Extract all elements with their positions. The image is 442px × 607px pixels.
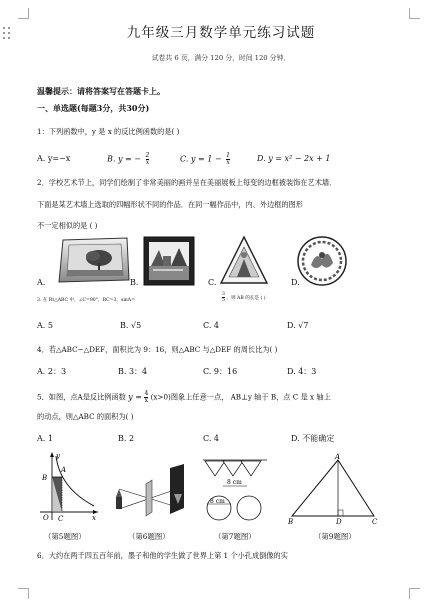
q5-line1-b: (x>0)图象上任意一点， AB⊥y 轴于 B，点 C 是 x 轴上 — [150, 392, 331, 402]
q1-c-den: x — [226, 159, 230, 166]
figure-7-caption: （第7题图） — [214, 532, 256, 541]
crop-mark-top-left — [18, 8, 29, 19]
figure-9-triangle — [288, 452, 380, 526]
q2-figure-a-image — [57, 236, 131, 284]
q3-stem-left: 3. 在 Rt△ABC 中，∠C=90°，BC=3，sinA= — [37, 298, 135, 303]
q3-frac-num: 3 — [222, 292, 225, 297]
q1-b-num: 2 — [145, 152, 150, 159]
q3-stem-right: ，则 AB 的长是 ( ) — [226, 296, 266, 301]
q6-line1: 6．大约在两千四五百年前，墨子和他的学生做了世界上第 1 个小孔成倒像的实 — [37, 551, 288, 560]
q3-option-d: D. √7 — [287, 321, 309, 330]
fig7-label-top: 8 cm — [227, 479, 242, 486]
fig7-label-circle: 8 cm — [210, 498, 225, 505]
q2-option-d: D. — [291, 278, 300, 287]
q3-option-a: A. 5 — [37, 321, 53, 330]
q5-option-c: C. 4 — [203, 434, 220, 443]
fig9-label-c: C — [372, 518, 378, 526]
q1-option-b — [107, 153, 149, 166]
q3-option-c: C. 4 — [203, 321, 220, 330]
q5-fn: y = — [128, 392, 145, 402]
q4-option-a: A. 2：3 — [37, 367, 67, 376]
q2-line3: 不一定相似的是 ( ) — [37, 221, 98, 230]
q3-frac-den: 5 — [222, 298, 225, 303]
fig5-label-o: O — [43, 514, 49, 522]
q1-option-b-text: B. y = − — [107, 154, 141, 164]
tip: 温馨提示：请将答案写在答题卡上。 — [37, 86, 165, 96]
figure-9-caption: （第9题图） — [314, 532, 356, 541]
q5-option-a: A. 1 — [37, 434, 53, 443]
q5-frac-den: x — [144, 397, 149, 404]
q5-line1 — [37, 391, 331, 404]
crop-mark-bottom-right — [409, 588, 420, 599]
figure-7-shapes — [201, 456, 269, 526]
section-heading: 一、单选题(每题3分，共30分) — [37, 103, 150, 113]
q4-option-b: B. 3：4 — [118, 367, 148, 376]
fig9-label-a: A — [335, 453, 341, 461]
fig5-label-b: B — [42, 474, 48, 482]
q5-option-b: B. 2 — [118, 434, 135, 443]
q3-stem — [37, 296, 135, 306]
q1-option-c-text: C. y = 1 − — [180, 154, 222, 164]
fig9-label-d: D — [336, 518, 342, 526]
figure-5-graph — [36, 450, 102, 522]
q4-stem: 4．若△ABC∽△DEF，面积比为 9：16，则△ABC 与△DEF 的周长比为( ) — [37, 345, 278, 354]
figure-5-caption: （第5题图） — [44, 532, 86, 541]
q2-option-a: A. — [37, 278, 46, 287]
q3-option-b: B. √5 — [120, 321, 142, 330]
q3-stem-right-group — [222, 292, 266, 304]
q1-option-c — [180, 153, 230, 166]
q5-line2: 的动点，则△ABC 的面积为( ) — [37, 412, 134, 421]
fig5-label-x: x — [92, 514, 96, 522]
fig9-label-b: B — [288, 518, 294, 526]
figure-6-pinhole — [112, 464, 190, 520]
q1-option-d: D. y = x² − 2x + 1 — [257, 154, 331, 163]
q1-stem: 1：下列函数中，y 是 x 的反比例函数的是( ) — [37, 127, 180, 136]
q4-option-d: D. 4：3 — [287, 367, 317, 376]
subtitle: 试卷共 6 页，满分 120 分，时间 120 分钟． — [151, 54, 291, 62]
fig5-label-c: C — [58, 515, 64, 522]
fig5-label-a: A — [61, 466, 67, 474]
q5-line1-a: 5．如图，点A是反比例函数 — [37, 392, 126, 402]
q5-frac-num: 4 — [144, 390, 149, 397]
q2-line1: 2．学校艺术节上，同学们绘制了非常美丽的画并呈在美丽展板上每变的边框被装饰在艺术墙． — [37, 178, 337, 187]
q2-option-c: C. — [208, 278, 217, 287]
q2-figure-c-image — [219, 235, 269, 287]
q2-figure-d-image — [296, 235, 348, 287]
q2-line2: 下面是某艺术墙上选取的四幅形状不同的作品．在同一幅作品中，内、外边框的图形 — [37, 200, 303, 209]
q5-option-d: D. 不能确定 — [291, 434, 335, 443]
q1-c-num: 1 — [226, 152, 230, 159]
q4-option-c: C. 9：16 — [203, 367, 238, 376]
q1-b-den: x — [145, 159, 150, 166]
crop-mark-top-right — [409, 8, 420, 19]
fig5-label-y: y — [56, 452, 60, 460]
q1-option-a: A. y=−x — [37, 154, 71, 163]
q2-figure-b-image — [143, 236, 195, 286]
page-title: 九年级三月数学单元练习试题 — [126, 25, 316, 41]
crop-mark-bottom-left — [18, 588, 29, 599]
figure-6-caption: （第6题图） — [128, 532, 170, 541]
q2-option-b: B. — [130, 278, 139, 287]
